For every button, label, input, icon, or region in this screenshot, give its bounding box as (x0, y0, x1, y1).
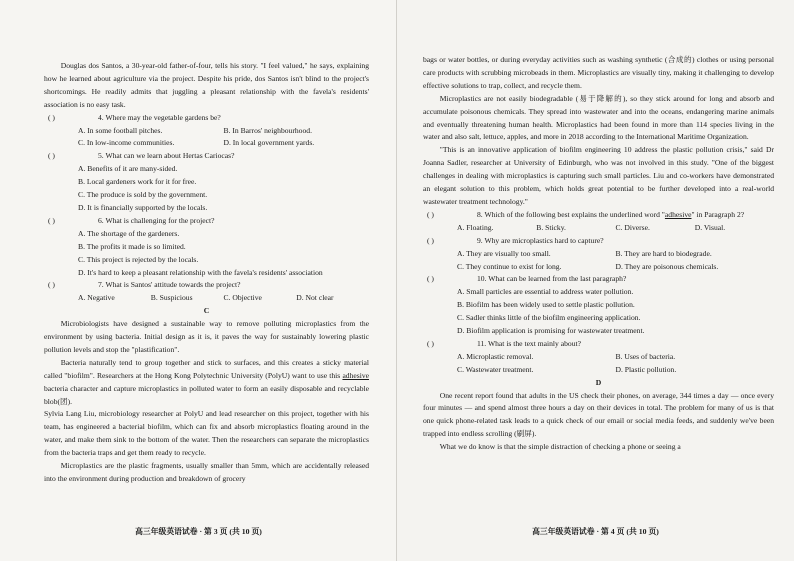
passage-c-paragraph-2 (44, 357, 369, 409)
question-stem: 4. Where may the vegetable gardens be? (98, 112, 221, 122)
question-11 (423, 338, 774, 377)
page-footer: 高三年级英语试卷 · 第 4 页 (共 10 页) (532, 527, 659, 537)
section-d-heading: D (595, 377, 602, 387)
question-8 (423, 209, 774, 235)
question-9 (423, 235, 774, 274)
passage-b-intro: Douglas dos Santos, a 30-year-old father-of-four, tells his story. "I feel valued," he says, explaining how he learned about agriculture via the project. Despite his pride, dos Santos isn't blind to the project's shortcomings. He readily admits that juggling a pleasant relationship with the favela's residents' association is no easy task. (44, 61, 369, 109)
option-c: C. This project is rejected by the locals. (78, 254, 199, 264)
answer-bracket[interactable]: ( ) (48, 151, 55, 161)
question-stem: 5. What can we learn about Hertas Cariocas? (98, 151, 235, 161)
option-a: A. The shortage of the gardeners. (78, 228, 180, 238)
passage-d-paragraph-1: One recent report found that adults in the US check their phones, on average, 344 times a day — once every four minutes — and spend almost three hours a day on their devices in total. The problem for many of us is that one quick phone-related task leads to a quick check of our email or social media feeds, and suddenly we've been trapped into endless scrolling (刷屏). (423, 390, 774, 439)
option-b: B. In Barros' neighbourhood. (223, 125, 312, 135)
question-5 (44, 150, 369, 215)
passage-c-paragraph-6: "This is an innovative application of biofilm engineering 10 address the plastic pollution crisis," said Dr Joanna Sadler, researcher at University of Edinburgh, who was not involved in this study. "One of the biggest challenges in dealing with microplastics is capturing such small particles. Liu and co-workers have demonstrated an elegant solution to this problem, which holds great potential to be further developed into a real-world wastewater treatment technology." (423, 145, 774, 206)
option-d: D. Biofilm application is promising for wastewater treatment. (457, 326, 645, 336)
passage-c-paragraph-4-cont: bags or water bottles, or during everyday activities such as washing synthetic (合成的) clothes or using personal care products with scrubbing microbeads in them. Microplastics are visually tiny, making it challenging to develop effective solutions to trap, collect, and recycle them. (423, 55, 774, 90)
option-c: C. Wastewater treatment. (457, 364, 534, 374)
exam-page-4 (397, 0, 794, 561)
option-a: A. They are visually too small. (457, 248, 551, 258)
option-c: C. In low-income communities. (78, 138, 175, 148)
option-d: D. It's hard to keep a pleasant relationship with the favela's residents' association (78, 267, 323, 277)
question-6 (44, 215, 369, 280)
option-a: A. Small particles are essential to address water pollution. (457, 287, 634, 297)
option-a: A. Negative (78, 293, 115, 303)
option-c: C. Objective (223, 293, 262, 303)
option-b: B. Uses of bacteria. (615, 351, 676, 361)
option-b: B. Local gardeners work for it for free. (78, 177, 197, 187)
answer-bracket[interactable]: ( ) (48, 215, 55, 225)
question-stem: 6. What is challenging for the project? (98, 215, 215, 225)
option-d: D. Plastic pollution. (615, 364, 677, 374)
option-a: A. Benefits of it are many-sided. (78, 164, 178, 174)
answer-bracket[interactable]: ( ) (427, 209, 434, 219)
underlined-word: adhesive (664, 209, 692, 219)
question-stem: 9. Why are microplastics hard to capture? (477, 235, 604, 245)
underlined-word: adhesive (342, 370, 370, 380)
option-c: C. Diverse. (615, 222, 650, 232)
passage-c-paragraph-5: Microplastics are not easily biodegradable (易于降解的), so they stick around for long and absorb and accumulate poisonous chemicals. They spread into wastewater and into the oceans, endangering marine animals and eventually threatening human health. Microplastics had been found in more than 114 species living in the water and also salt, lettuce, apples, and more in 2018 according to the International Maritime Organization. (423, 93, 774, 142)
question-stem (477, 210, 744, 219)
paragraph-text: Bacteria naturally tend to group together and stick to surfaces, and this creates a sticky material called "biofilm". Researchers at the Hong Kong Polytechnic University (PolyU) want to use this (44, 357, 369, 380)
answer-bracket[interactable]: ( ) (48, 280, 55, 290)
section-c-heading: C (203, 306, 210, 316)
option-c: C. The produce is sold by the government. (78, 190, 208, 200)
passage-c-paragraph-3: Sylvia Lang Liu, microbiology researcher at PolyU and lead researcher on this project, together with his team, has engineered a bacterial biofilm, which can fix and absorb microplastics floating around in the water, and make them sink to the bottom of the water. Then the researchers can separate the microplastics from the bacteria traps and get them ready to recycle. (44, 409, 369, 458)
option-c: C. Sadler thinks little of the biofilm engineering application. (457, 313, 641, 323)
option-d: D. They are poisonous chemicals. (615, 261, 719, 271)
passage-d-paragraph-2: What we do know is that the simple distraction of checking a phone or seeing a (439, 442, 681, 452)
option-a: A. In some football pitches. (78, 125, 163, 135)
option-b: B. The profits it made is so limited. (78, 241, 186, 251)
stem-text: " in Paragraph 2? (691, 209, 745, 219)
answer-bracket[interactable]: ( ) (427, 338, 434, 348)
answer-bracket[interactable]: ( ) (48, 112, 55, 122)
option-b: B. They are hard to biodegrade. (615, 248, 712, 258)
passage-c-paragraph-1: Microbiologists have designed a sustainable way to remove polluting microplastics from the environment by using bacteria. Initial design as it is, it paves the way for sustainably lowering plastic pollution levels and stop the "plastification". (44, 319, 369, 354)
stem-text: 8. Which of the following best explains the underlined word " (477, 209, 665, 219)
page-footer: 高三年级英语试卷 · 第 3 页 (共 10 页) (135, 527, 262, 537)
option-c: C. They continue to exist for long. (457, 261, 562, 271)
option-a: A. Microplastic removal. (457, 351, 534, 361)
option-b: B. Suspicious (150, 293, 193, 303)
answer-bracket[interactable]: ( ) (427, 274, 434, 284)
question-stem: 7. What is Santos' attitude towards the project? (98, 280, 241, 290)
option-d: D. It is financially supported by the locals. (78, 202, 208, 212)
paragraph-text: bacteria character and capture microplastics in polluted water to form an easily disposable and recyclable blob(团). (44, 383, 369, 406)
option-b: B. Biofilm has been widely used to settle plastic pollution. (457, 300, 635, 310)
question-7 (44, 279, 369, 305)
option-b: B. Sticky. (536, 222, 566, 232)
option-d: D. Not clear (296, 293, 334, 303)
question-10 (423, 273, 774, 338)
answer-bracket[interactable]: ( ) (427, 235, 434, 245)
option-d: D. In local government yards. (223, 138, 315, 148)
option-a: A. Floating. (457, 222, 494, 232)
question-4 (44, 112, 369, 151)
passage-c-paragraph-4: Microplastics are the plastic fragments, usually smaller than 5mm, which are accidentally released into the environment during production and breakdown of grocery (44, 461, 369, 483)
question-stem: 10. What can be learned from the last paragraph? (477, 274, 627, 284)
option-d: D. Visual. (694, 222, 726, 232)
question-stem: 11. What is the text mainly about? (477, 338, 581, 348)
